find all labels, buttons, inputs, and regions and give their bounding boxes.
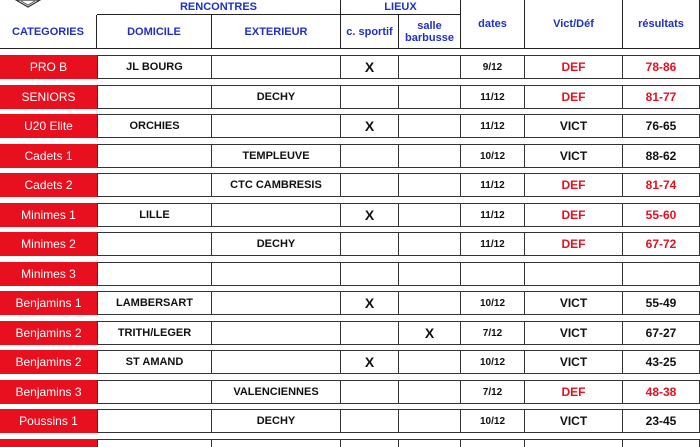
vict-def-cell: DEF <box>525 380 623 404</box>
domicile-cell <box>97 85 212 109</box>
c-sportif-cell: X <box>341 291 399 315</box>
date-cell: 11/12 <box>461 173 525 197</box>
c-sportif-cell <box>341 409 399 433</box>
empty-cell <box>623 439 700 447</box>
date-cell <box>461 262 525 286</box>
header-categories: CATEGORIES <box>0 15 97 49</box>
table-row <box>0 203 700 227</box>
vict-def-cell <box>525 262 623 286</box>
vict-def-cell: VICT <box>525 409 623 433</box>
c-sportif-cell <box>341 380 399 404</box>
empty-cell <box>525 439 623 447</box>
result-cell: 55-49 <box>623 291 700 315</box>
exterieur-cell <box>212 55 341 79</box>
result-cell: 81-77 <box>623 85 700 109</box>
table-row <box>0 380 700 404</box>
c-sportif-cell <box>341 144 399 168</box>
c-sportif-cell <box>341 262 399 286</box>
exterieur-cell <box>212 321 341 345</box>
salle-barbusse-cell <box>399 380 461 404</box>
table-row <box>0 114 700 138</box>
vict-def-cell: VICT <box>525 321 623 345</box>
exterieur-cell <box>212 203 341 227</box>
c-sportif-cell <box>341 232 399 256</box>
date-cell: 7/12 <box>461 321 525 345</box>
vict-def-cell: DEF <box>525 203 623 227</box>
result-cell: 48-38 <box>623 380 700 404</box>
result-cell: 43-25 <box>623 350 700 374</box>
category-cell: Minimes 1 <box>0 203 97 227</box>
exterieur-cell <box>212 114 341 138</box>
domicile-cell: JL BOURG <box>97 55 212 79</box>
c-sportif-cell <box>341 85 399 109</box>
date-cell: 11/12 <box>461 203 525 227</box>
category-cell: Benjamins 1 <box>0 291 97 315</box>
table-row-partial <box>0 439 700 447</box>
vict-def-cell: VICT <box>525 114 623 138</box>
header-rencontres: RENCONTRES <box>97 0 341 15</box>
date-cell: 7/12 <box>461 380 525 404</box>
table-row <box>0 291 700 315</box>
domicile-cell <box>97 173 212 197</box>
empty-cell <box>461 439 525 447</box>
date-cell: 10/12 <box>461 350 525 374</box>
table-row <box>0 173 700 197</box>
vict-def-cell: DEF <box>525 85 623 109</box>
date-cell: 9/12 <box>461 55 525 79</box>
c-sportif-cell <box>341 321 399 345</box>
result-cell: 67-72 <box>623 232 700 256</box>
salle-barbusse-cell <box>399 85 461 109</box>
salle-barbusse-cell <box>399 409 461 433</box>
exterieur-cell: CTC CAMBRESIS <box>212 173 341 197</box>
salle-barbusse-cell <box>399 232 461 256</box>
category-cell: PRO B <box>0 55 97 79</box>
domicile-cell <box>97 232 212 256</box>
date-cell: 11/12 <box>461 114 525 138</box>
category-cell: Benjamins 2 <box>0 350 97 374</box>
header-lieux: LIEUX <box>341 0 461 15</box>
category-cell: U20 Elite <box>0 114 97 138</box>
salle-barbusse-cell <box>399 203 461 227</box>
category-cell: Minimes 2 <box>0 232 97 256</box>
domicile-cell <box>97 409 212 433</box>
result-cell <box>623 262 700 286</box>
date-cell: 10/12 <box>461 409 525 433</box>
empty-cell <box>399 439 461 447</box>
domicile-cell: LILLE <box>97 203 212 227</box>
exterieur-cell <box>212 262 341 286</box>
domicile-cell: TRITH/LEGER <box>97 321 212 345</box>
category-cell: Cadets 1 <box>0 144 97 168</box>
c-sportif-cell <box>341 173 399 197</box>
category-cell: Benjamins 2 <box>0 321 97 345</box>
table-row <box>0 232 700 256</box>
exterieur-cell <box>212 350 341 374</box>
empty-cell <box>97 439 212 447</box>
category-cell: Poussins 1 <box>0 409 97 433</box>
category-cell: SENIORS <box>0 85 97 109</box>
empty-cell <box>212 439 341 447</box>
category-cell <box>0 439 97 447</box>
result-cell: 88-62 <box>623 144 700 168</box>
table-row <box>0 55 700 79</box>
result-cell: 23-45 <box>623 409 700 433</box>
exterieur-cell: VALENCIENNES <box>212 380 341 404</box>
salle-barbusse-cell <box>399 173 461 197</box>
result-cell: 81-74 <box>623 173 700 197</box>
result-cell: 67-27 <box>623 321 700 345</box>
category-cell: Minimes 3 <box>0 262 97 286</box>
result-cell: 76-65 <box>623 114 700 138</box>
c-sportif-cell: X <box>341 203 399 227</box>
header-resultats: résultats <box>623 0 700 49</box>
result-cell: 55-60 <box>623 203 700 227</box>
vict-def-cell: DEF <box>525 55 623 79</box>
salle-barbusse-cell <box>399 350 461 374</box>
header-dates: dates <box>461 0 525 49</box>
table-row <box>0 409 700 433</box>
header-exterieur: EXTERIEUR <box>212 15 341 49</box>
salle-barbusse-cell <box>399 262 461 286</box>
vict-def-cell: VICT <box>525 350 623 374</box>
domicile-cell: LAMBERSART <box>97 291 212 315</box>
table-row <box>0 321 700 345</box>
date-cell: 11/12 <box>461 232 525 256</box>
header-vict-def: Vict/Déf <box>525 0 623 49</box>
date-cell: 11/12 <box>461 85 525 109</box>
exterieur-cell: DECHY <box>212 85 341 109</box>
table-row <box>0 85 700 109</box>
domicile-cell: ORCHIES <box>97 114 212 138</box>
salle-barbusse-cell <box>399 55 461 79</box>
salle-barbusse-cell: X <box>399 321 461 345</box>
category-cell: Cadets 2 <box>0 173 97 197</box>
table-row <box>0 262 700 286</box>
vict-def-cell: DEF <box>525 173 623 197</box>
salle-barbusse-cell <box>399 114 461 138</box>
vict-def-cell: VICT <box>525 291 623 315</box>
exterieur-cell: DECHY <box>212 232 341 256</box>
vict-def-cell: DEF <box>525 232 623 256</box>
header-c-sportif: c. sportif <box>341 15 399 49</box>
c-sportif-cell: X <box>341 55 399 79</box>
vict-def-cell: VICT <box>525 144 623 168</box>
exterieur-cell: DECHY <box>212 409 341 433</box>
header-salle-barbusse: salle barbusse <box>399 15 461 49</box>
salle-barbusse-cell <box>399 291 461 315</box>
exterieur-cell <box>212 291 341 315</box>
exterieur-cell: TEMPLEUVE <box>212 144 341 168</box>
c-sportif-cell: X <box>341 350 399 374</box>
table-row <box>0 144 700 168</box>
domicile-cell <box>97 262 212 286</box>
date-cell: 10/12 <box>461 291 525 315</box>
date-cell: 10/12 <box>461 144 525 168</box>
header-domicile: DOMICILE <box>97 15 212 49</box>
category-cell: Benjamins 3 <box>0 380 97 404</box>
empty-cell <box>341 439 399 447</box>
domicile-cell <box>97 144 212 168</box>
salle-barbusse-cell <box>399 144 461 168</box>
club-logo-icon <box>14 0 42 8</box>
table-row <box>0 350 700 374</box>
domicile-cell: ST AMAND <box>97 350 212 374</box>
domicile-cell <box>97 380 212 404</box>
c-sportif-cell: X <box>341 114 399 138</box>
result-cell: 78-86 <box>623 55 700 79</box>
